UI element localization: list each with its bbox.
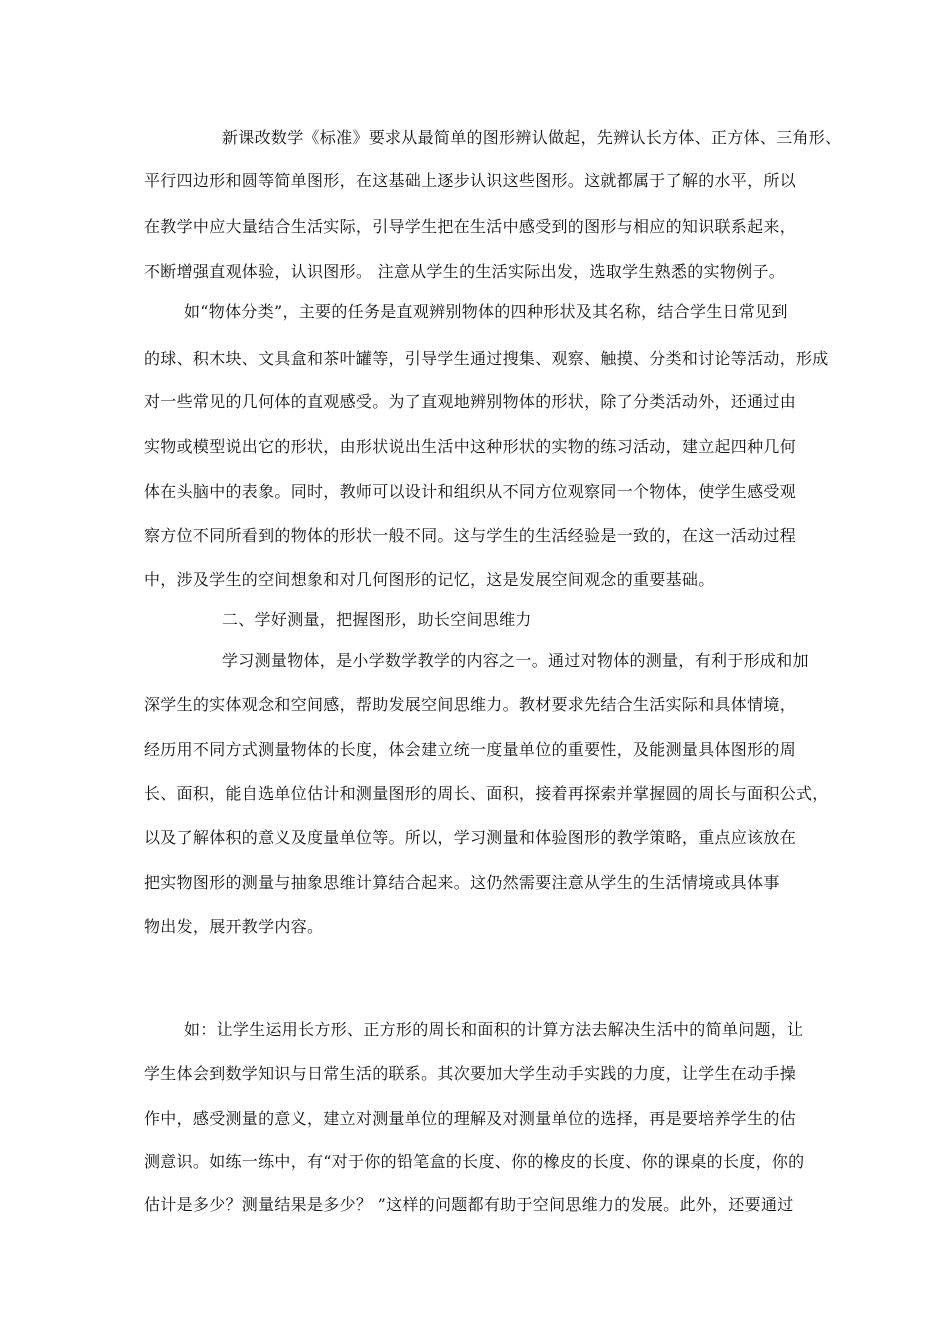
text-line: 物出发，展开教学内容。 xyxy=(144,917,324,936)
text-line: 学生体会到数学知识与日常生活的联系。其次要加大学生动手实践的力度，让学生在动手操 xyxy=(144,1064,797,1083)
text-line: 经历用不同方式测量物体的长度，体会建立统一度量单位的重要性，及能测量具体图形的周 xyxy=(144,740,797,759)
text-line: 体在头脑中的表象。同时，教师可以设计和组织从不同方位观察同一个物体，使学生感受观 xyxy=(144,482,797,501)
text-line: 实物或模型说出它的形状，由形状说出生活中这种形状的实物的练习活动，建立起四种几何 xyxy=(144,437,797,456)
text-line: 平行四边形和圆等简单图形，在这基础上逐步认识这些图形。这就都属于了解的水平，所以 xyxy=(144,171,797,190)
text-line: 把实物图形的测量与抽象思维计算结合起来。这仍然需要注意从学生的生活情境或具体事 xyxy=(144,873,780,892)
text-line: 作中，感受测量的意义，建立对测量单位的理解及对测量单位的选择，再是要培养学生的估 xyxy=(144,1109,797,1128)
text-line: 如“物体分类”，主要的任务是直观辨别物体的四种形状及其名称，结合学生日常见到 xyxy=(184,302,788,321)
text-line: 新课改数学《标准》要求从最简单的图形辨认做起，先辨认长方体、正方体、三角形、 xyxy=(222,128,842,147)
text-line: 如：让学生运用长方形、正方形的周长和面积的计算方法去解决生活中的简单问题，让 xyxy=(184,1020,804,1039)
text-line: 学习测量物体，是小学数学教学的内容之一。通过对物体的测量，有利于形成和加 xyxy=(222,651,809,670)
text-line: 以及了解体积的意义及度量单位等。所以，学习测量和体验图形的教学策略，重点应该放在 xyxy=(144,828,797,847)
text-line: 对一些常见的几何体的直观感受。为了直观地辨别物体的形状，除了分类活动外，还通过由 xyxy=(144,392,797,411)
text-line: 在教学中应大量结合生活实际，引导学生把在生活中感受到的图形与相应的知识联系起来， xyxy=(144,217,797,236)
text-line: 察方位不同所看到的物体的形状一般不同。这与学生的生活经验是一致的，在这一活动过程 xyxy=(144,526,797,545)
text-line: 的球、积木块、文具盒和茶叶罐等，引导学生通过搜集、观察、触摸、分类和讨论等活动，形成 xyxy=(144,349,829,368)
section-heading: 二、学好测量，把握图形，助长空间思维力 xyxy=(222,610,532,629)
text-line: 中，涉及学生的空间想象和对几何图形的记忆，这是发展空间观念的重要基础。 xyxy=(144,570,715,589)
text-line: 深学生的实体观念和空间感，帮助发展空间思维力。教材要求先结合生活实际和具体情境， xyxy=(144,695,797,714)
text-line: 测意识。如练一练中，有“对于你的铅笔盒的长度、你的橡皮的长度、你的课桌的长度，你的 xyxy=(144,1152,805,1171)
text-line: 不断增强直观体验，认识图形。 注意从学生的生活实际出发，选取学生熟悉的实物例子。 xyxy=(144,262,786,281)
text-line: 长、面积，能自选单位估计和测量图形的周长、面积，接着再探索并掌握圆的周长与面积公式， xyxy=(144,784,829,803)
text-line: 估计是多少？测量结果是多少？ ”这样的问题都有助于空间思维力的发展。此外，还要通过 xyxy=(144,1195,794,1214)
